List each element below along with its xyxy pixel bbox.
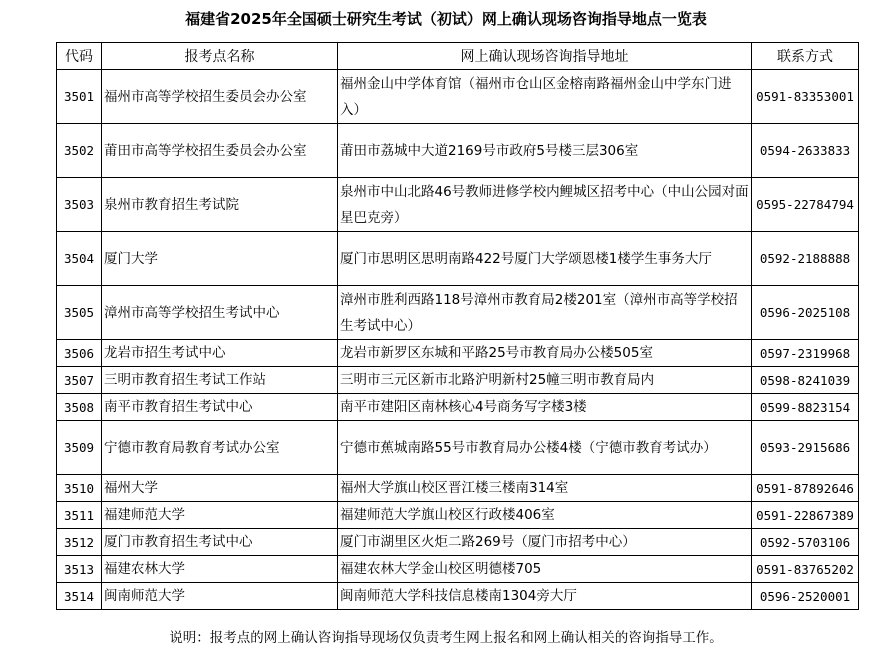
- table-row: [57, 502, 859, 529]
- cell-name: 厦门市教育招生考试中心: [102, 529, 338, 556]
- cell-code: 3509: [57, 421, 102, 475]
- cell-name: 福州大学: [102, 475, 338, 502]
- cell-code: 3504: [57, 232, 102, 286]
- header-name: 报考点名称: [102, 43, 338, 70]
- table-row: [57, 583, 859, 610]
- footnote: 说明：报考点的网上确认咨询指导现场仅负责考生网上报名和网上确认相关的咨询指导工作。: [169, 630, 723, 646]
- cell-code: 3507: [57, 367, 102, 394]
- cell-phone: 0599-8823154: [752, 394, 859, 421]
- table-row: [57, 232, 859, 286]
- cell-phone: 0596-2025108: [752, 286, 859, 340]
- table-row: [57, 421, 859, 475]
- cell-phone: 0593-2915686: [752, 421, 859, 475]
- cell-code: 3510: [57, 475, 102, 502]
- cell-code: 3503: [57, 178, 102, 232]
- cell-phone: 0594-2633833: [752, 124, 859, 178]
- cell-address: 莆田市荔城中大道2169号市政府5号楼三层306室: [338, 124, 752, 178]
- table-row: [57, 394, 859, 421]
- header-code: 代码: [57, 43, 102, 70]
- cell-name: 漳州市高等学校招生考试中心: [102, 286, 338, 340]
- cell-code: 3513: [57, 556, 102, 583]
- table-row: [57, 367, 859, 394]
- cell-code: 3501: [57, 70, 102, 124]
- table-row: [57, 340, 859, 367]
- cell-name: 三明市教育招生考试工作站: [102, 367, 338, 394]
- cell-phone: 0596-2520001: [752, 583, 859, 610]
- cell-address: 厦门市思明区思明南路422号厦门大学颂恩楼1楼学生事务大厅: [338, 232, 752, 286]
- cell-address: 南平市建阳区南林核心4号商务写字楼3楼: [338, 394, 752, 421]
- table-row: [57, 178, 859, 232]
- cell-phone: 0595-22784794: [752, 178, 859, 232]
- cell-name: 厦门大学: [102, 232, 338, 286]
- cell-name: 福建农林大学: [102, 556, 338, 583]
- cell-address: 闽南师范大学科技信息楼南1304旁大厅: [338, 583, 752, 610]
- cell-name: 泉州市教育招生考试院: [102, 178, 338, 232]
- cell-phone: 0592-2188888: [752, 232, 859, 286]
- cell-name: 龙岩市招生考试中心: [102, 340, 338, 367]
- cell-phone: 0591-83765202: [752, 556, 859, 583]
- cell-phone: 0591-22867389: [752, 502, 859, 529]
- cell-address: 福州大学旗山校区晋江楼三楼南314室: [338, 475, 752, 502]
- cell-phone: 0591-83353001: [752, 70, 859, 124]
- page-title: 福建省2025年全国硕士研究生考试（初试）网上确认现场咨询指导地点一览表: [185, 10, 707, 28]
- cell-name: 闽南师范大学: [102, 583, 338, 610]
- consultation-sites-table: [56, 42, 859, 610]
- cell-address: 三明市三元区新市北路沪明新村25幢三明市教育局内: [338, 367, 752, 394]
- cell-address: 泉州市中山北路46号教师进修学校内鲤城区招考中心（中山公园对面星巴克旁）: [338, 178, 752, 232]
- cell-phone: 0591-87892646: [752, 475, 859, 502]
- cell-name: 南平市教育招生考试中心: [102, 394, 338, 421]
- cell-name: 宁德市教育局教育考试办公室: [102, 421, 338, 475]
- cell-name: 福建师范大学: [102, 502, 338, 529]
- cell-phone: 0597-2319968: [752, 340, 859, 367]
- cell-code: 3505: [57, 286, 102, 340]
- cell-address: 福州金山中学体育馆（福州市仓山区金榕南路福州金山中学东门进入）: [338, 70, 752, 124]
- cell-address: 福建农林大学金山校区明德楼705: [338, 556, 752, 583]
- table-row: [57, 529, 859, 556]
- cell-address: 厦门市湖里区火炬二路269号（厦门市招考中心）: [338, 529, 752, 556]
- cell-code: 3502: [57, 124, 102, 178]
- table-header-row: [57, 43, 859, 70]
- table-row: [57, 124, 859, 178]
- cell-address: 漳州市胜利西路118号漳州市教育局2楼201室（漳州市高等学校招生考试中心）: [338, 286, 752, 340]
- table-row: [57, 556, 859, 583]
- table-row: [57, 70, 859, 124]
- cell-address: 宁德市蕉城南路55号市教育局办公楼4楼（宁德市教育考试办）: [338, 421, 752, 475]
- cell-code: 3511: [57, 502, 102, 529]
- table-row: [57, 286, 859, 340]
- cell-name: 福州市高等学校招生委员会办公室: [102, 70, 338, 124]
- header-phone: 联系方式: [752, 43, 859, 70]
- header-address: 网上确认现场咨询指导地址: [338, 43, 752, 70]
- cell-phone: 0598-8241039: [752, 367, 859, 394]
- cell-address: 龙岩市新罗区东城和平路25号市教育局办公楼505室: [338, 340, 752, 367]
- cell-phone: 0592-5703106: [752, 529, 859, 556]
- cell-code: 3506: [57, 340, 102, 367]
- table-row: [57, 475, 859, 502]
- cell-name: 莆田市高等学校招生委员会办公室: [102, 124, 338, 178]
- cell-code: 3508: [57, 394, 102, 421]
- cell-code: 3512: [57, 529, 102, 556]
- cell-code: 3514: [57, 583, 102, 610]
- cell-address: 福建师范大学旗山校区行政楼406室: [338, 502, 752, 529]
